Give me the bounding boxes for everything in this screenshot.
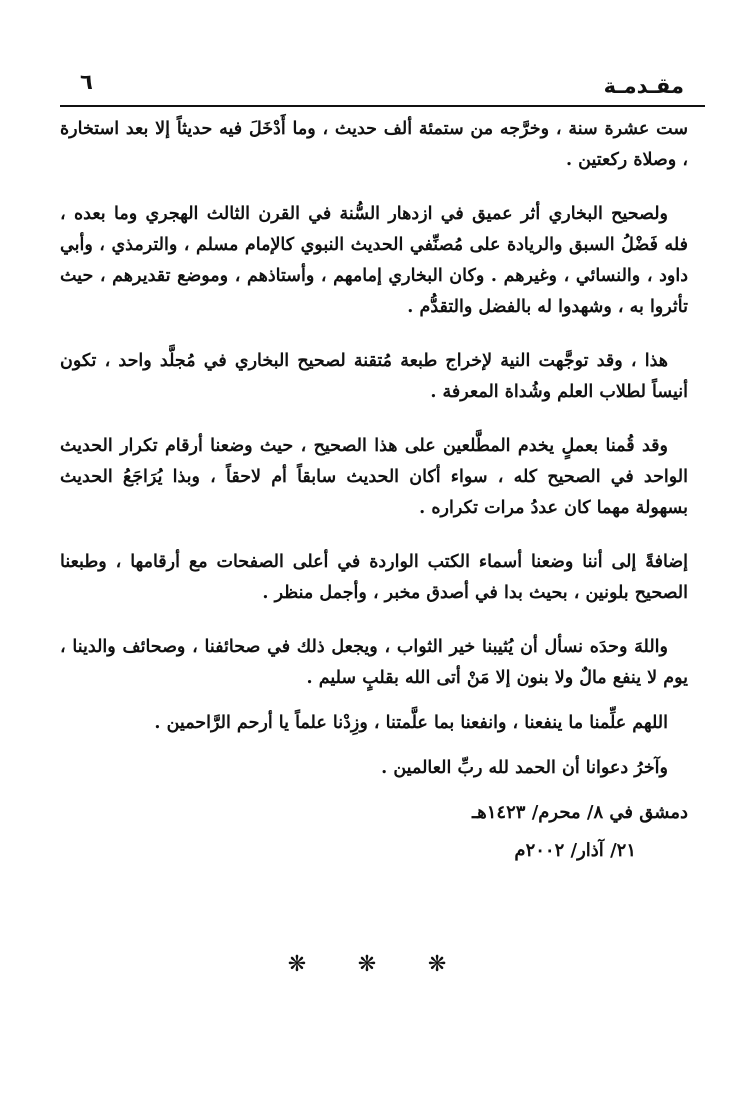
running-title: مقـدمـة bbox=[603, 74, 684, 98]
paragraph-5: إضافةً إلى أننا وضعنا أسماء الكتب الواردة في أعلى الصفحات مع أرقامها ، وطبعنا الصحيح بلونين ، بحيث بدا في أصدق مخبر ، وأجمل منظر . bbox=[60, 552, 688, 603]
page-number: ٦ bbox=[80, 70, 93, 94]
paragraph-2: ولصحيح البخاري أثر عميق في ازدهار السُّنة في القرن الثالث الهجري وما بعده ، فله فَضْلُ السبق والريادة على مُصنِّفي الحديث النبوي كالإمام مسلم ، والترمذي ، وأبي داود ، والنسائي ، وغيرهم . وكان البخاري إمامهم ، وأستاذهم ، وموضع تقديرهم ، حيث تأثروا به ، وشهدوا له بالفضل والتقدُّم . bbox=[60, 204, 688, 317]
body-text bbox=[60, 114, 688, 866]
date-hijri: دمشق في ٨/ محرم/ ١٤٢٣هـ bbox=[471, 802, 688, 823]
paragraph-4: وقد قُمنا بعملٍ يخدم المطَّلعين على هذا الصحيح ، حيث وضعنا أرقام تكرار الحديث الواحد في الصحيح كله ، سواء أكان الحديث سابقاً أم لاحقاً ، وبذا يُرَاجَعُ الحديث بسهولة مهما كان عددُ مرات تكراره . bbox=[60, 436, 688, 518]
paragraph-8: وآخرُ دعوانا أن الحمد لله ربِّ العالمين . bbox=[381, 758, 668, 778]
paragraph-3: هذا ، وقد توجَّهت النية لإخراج طبعة مُتقنة لصحيح البخاري في مُجلَّد واحد ، تكون أنيساً لطلاب العلم وشُداة المعرفة . bbox=[60, 351, 688, 402]
paragraph-6: واللهَ وحدَه نسأل أن يُثيبنا خير الثواب ، ويجعل ذلك في صحائفنا ، وصحائف والدينا ، يوم لا ينفع مالٌ ولا بنون إلا مَنْ أتى الله بقلبٍ سليم . bbox=[60, 637, 688, 688]
header-rule bbox=[60, 105, 705, 107]
date-gregorian: ٢١/ آذار/ ٢٠٠٢م bbox=[514, 840, 636, 861]
section-end-ornament: ❋ ❋ ❋ bbox=[287, 952, 469, 977]
paragraph-1: ست عشرة سنة ، وخرَّجه من ستمئة ألف حديث ، وما أَدْخَلَ فيه حديثاً إلا بعد استخارة ، وصلاة ركعتين . bbox=[60, 119, 688, 170]
paragraph-7: اللهم علِّمنا ما ينفعنا ، وانفعنا بما علَّمتنا ، وزِدْنا علماً يا أرحم الرَّاحمين . bbox=[154, 713, 668, 733]
